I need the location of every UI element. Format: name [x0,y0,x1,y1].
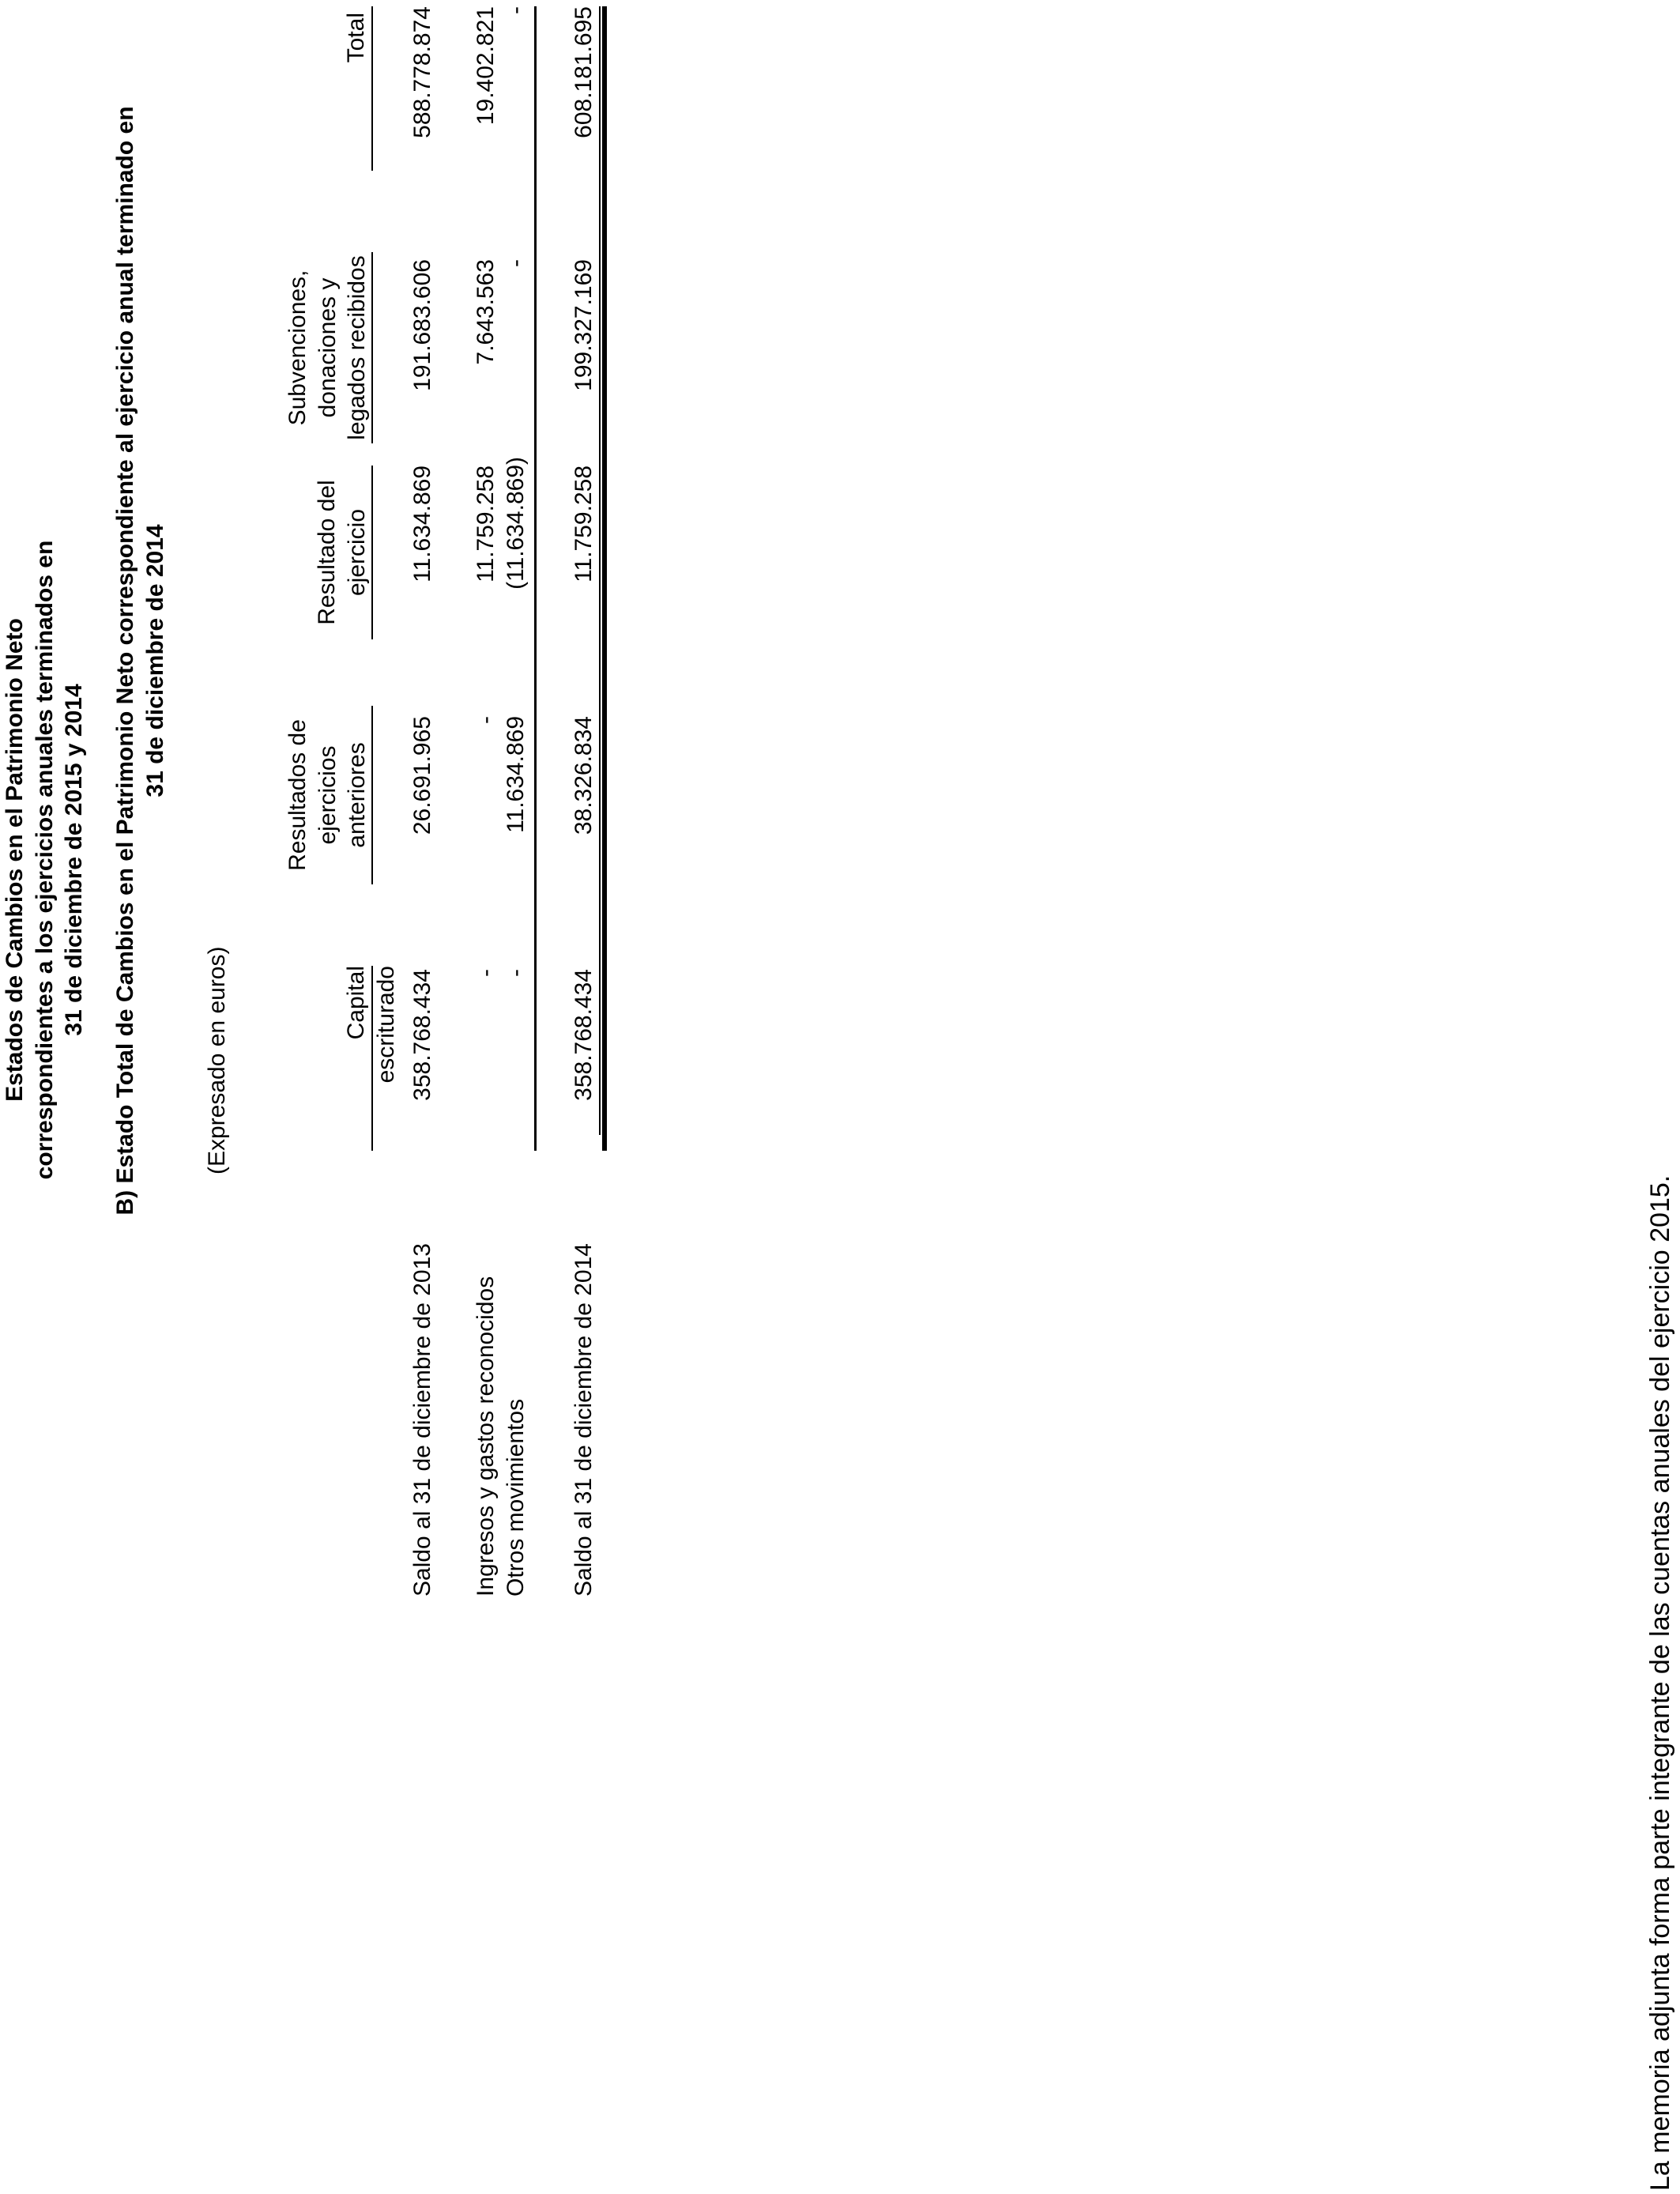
column-header-line: Capital escriturado [343,966,399,1084]
cell-value: 358.768.434 [571,969,597,1101]
subtitle-line: 31 de diciembre de 2014 [141,524,168,797]
column-header-line: Total [343,13,369,63]
column-header-line: Subvenciones, [284,270,311,426]
cell-value: 191.683.606 [409,259,435,391]
statement-subtitle [111,28,170,1293]
title-line: correspondientes a los ejercicios anuales terminados en [31,540,58,1180]
cell-value: - [503,969,529,977]
footer-note: La memoria adjunta forma parte integrante de las cuentas anuales del ejercicio 2015. [1645,1174,1675,2191]
column-header-total [341,13,371,171]
cell-value: - [473,716,499,724]
column-header-line: Resultado del [314,480,340,625]
cell-value: 358.768.434 [409,969,435,1101]
cell-value: 11.634.869 [503,716,529,833]
title-line: 31 de diciembre de 2015 y 2014 [61,684,87,1036]
column-header-line: anteriores [344,742,370,848]
cell-value: 11.634.869 [409,466,435,582]
header-underline-capital [371,966,373,1151]
column-header-line: legados recibidos [344,255,370,440]
column-header-line: ejercicios [314,745,341,845]
column-header-line: donaciones y [314,277,341,418]
column-header-line: ejercicio [343,508,370,597]
cell-value: - [503,259,529,267]
cell-value: 19.402.821 [473,6,499,126]
total-underline [599,6,601,1135]
column-header-line: Resultados de [284,719,311,871]
cell-value: - [473,969,499,977]
subtitle-line: B) Estado Total de Cambios en el Patrimonio Neto correspondiente al ejercicio anual terminado en [112,106,138,1216]
cell-value: 26.691.965 [409,716,435,835]
title-line: Estados de Cambios en el Patrimonio Neto [2,618,28,1102]
cell-value: 588.778.874 [409,6,435,138]
row-label-saldo-2014: Saldo al 31 de diciembre de 2014 [571,1243,597,1596]
header-underline-subvenciones [371,252,373,443]
subtotal-rule [534,6,537,1151]
cell-value: 7.643.563 [473,259,499,365]
row-label-otros-movimientos: Otros movimientos [503,1398,529,1596]
total-thick-rule [602,6,607,1151]
column-header-subvenciones [283,252,372,443]
cell-value: (11.634.869) [503,457,529,590]
document-title [0,465,89,1255]
header-underline-resultados-anteriores [371,706,373,884]
header-underline-total [371,6,373,171]
cell-value: 199.327.169 [571,259,597,391]
cell-value: 11.759.258 [473,466,499,582]
cell-value: 11.759.258 [571,466,597,582]
cell-value: 38.326.834 [571,716,597,835]
row-label-saldo-2013: Saldo al 31 de diciembre de 2013 [409,1243,435,1596]
header-underline-resultado-ejercicio [371,466,373,639]
row-label-ingresos-gastos: Ingresos y gastos reconocidos [473,1276,499,1596]
column-header-resultado-ejercicio [312,466,371,639]
column-header-resultados-anteriores [283,706,372,884]
cell-value: 608.181.695 [571,6,597,138]
cell-value: - [503,6,529,14]
unit-note: (Expresado en euros) [204,946,230,1174]
